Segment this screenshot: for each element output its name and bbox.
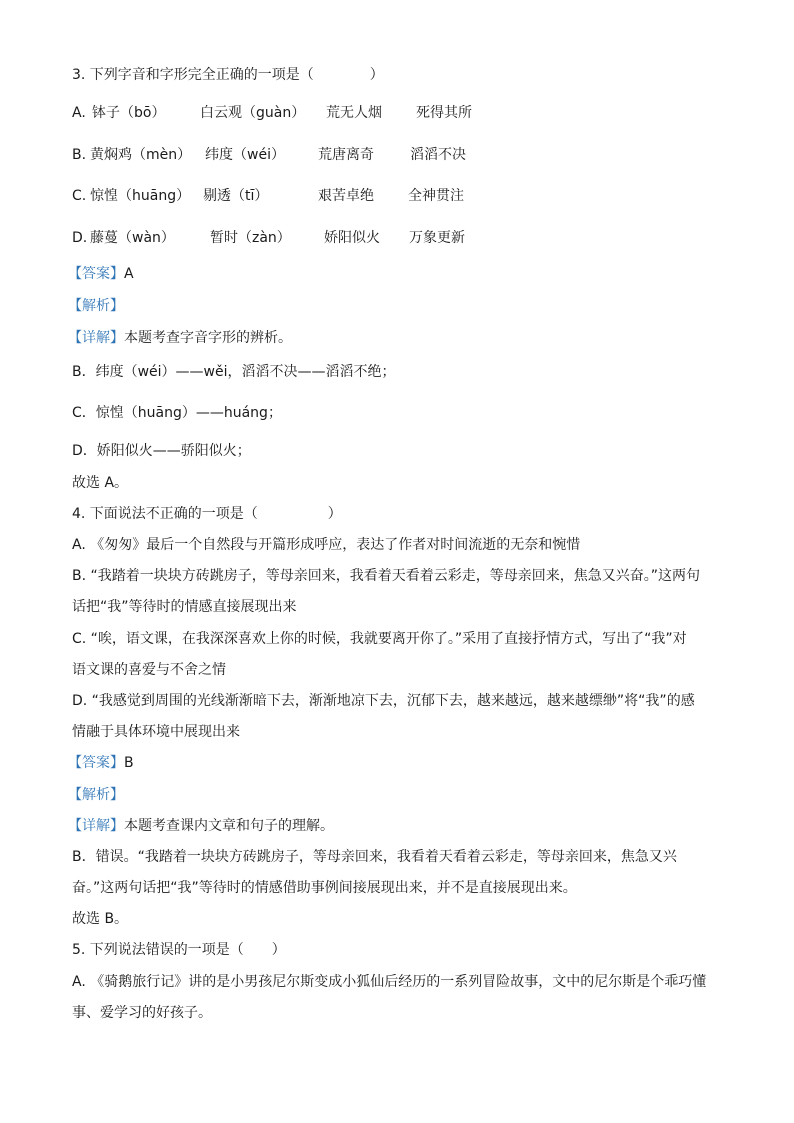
q3-analysis-tag: 【解析】 [68,298,124,314]
option-item: 纬度（wéi） [205,147,285,163]
option-item: 钵子（bō） [92,105,166,121]
option-label: D. [72,230,88,246]
option-item: 滔滔不决 [410,147,466,163]
option-label: B. [72,147,87,163]
answer-tag: 【答案】 [68,266,124,282]
detail-tag: 【详解】 [68,818,124,834]
q4-option-line: B. “我踏着一块块方砖跳房子，等母亲回来，我看着天看着云彩走，等母亲回来，焦急又兴奋。”这两句 [72,568,701,584]
option-item: 黄焖鸡（mèn） [90,147,192,163]
q5-option-line: A. 《骑鹅旅行记》讲的是小男孩尼尔斯变成小狐仙后经历的一系列冒险故事，文中的尼尔斯是个乖巧懂 [72,974,707,990]
answer-value: A [124,266,134,282]
answer-value: B [124,755,134,771]
q4-explain-line: 奋。”这两句话把“我”等待时的情感借助事例间接展现出来，并不是直接展现出来。 [72,880,577,896]
q3-option-d [72,228,734,248]
option-item: 死得其所 [416,105,472,121]
q4-explain-line: 故选 B。 [72,911,129,927]
q5-option-line: 事、爱学习的好孩子。 [72,1005,212,1021]
option-item: 娇阳似火 [324,230,380,246]
option-item: 暂时（zàn） [210,230,291,246]
option-item: 艰苦卓绝 [318,188,374,204]
q3-option-c [72,186,734,206]
detail-tag: 【详解】 [68,330,124,346]
option-item: 全神贯注 [408,188,464,204]
option-item: 荒唐离奇 [318,147,374,163]
option-item: 荒无人烟 [326,105,382,121]
detail-text: 本题考查课内文章和句子的理解。 [124,818,334,834]
q4-answer [68,753,734,773]
detail-text: 本题考查字音字形的辨析。 [124,330,292,346]
q3-explain-line: 故选 A。 [72,475,129,491]
q3-option-b [72,145,734,165]
q4-stem: 4. 下面说法不正确的一项是（ ） [72,506,342,522]
q3-explain-line: D．娇阳似火——骄阳似火； [72,443,251,459]
q4-option-line: C. “唉，语文课，在我深深喜欢上你的时候，我就要离开你了。”采用了直接抒情方式，写出了“我”对 [72,631,687,647]
q5-stem: 5. 下列说法错误的一项是（ ） [72,942,286,958]
option-item: 剔透（tī） [203,188,269,204]
q3-explain-line: B．纬度（wéi）——wěi，滔滔不决——滔滔不绝； [72,364,396,380]
q4-analysis-tag: 【解析】 [68,787,124,803]
option-item: 白云观（guàn） [200,105,306,121]
answer-tag: 【答案】 [68,755,124,771]
option-item: 惊惶（huāng） [90,188,191,204]
q3-detail [68,328,734,348]
q3-answer [68,264,734,284]
option-label: C. [72,188,87,204]
q4-option-line: A. 《匆匆》最后一个自然段与开篇形成呼应，表达了作者对时间流逝的无奈和惋惜 [72,537,581,553]
option-item: 藤蔓（wàn） [90,230,175,246]
q4-option-line: D. “我感觉到周围的光线渐渐暗下去，渐渐地凉下去，沉郁下去，越来越远，越来越缥缈”将“我”的感 [72,693,695,709]
q4-option-line: 情融于具体环境中展现出来 [72,724,240,740]
q3-stem: 3. 下列字音和字形完全正确的一项是（ ） [72,67,384,83]
q4-explain-line: B．错误。“我踏着一块块方砖跳房子，等母亲回来，我看着天看着云彩走，等母亲回来，焦急又兴 [72,849,677,865]
option-label: A. [72,105,86,121]
q4-detail [68,816,734,836]
option-item: 万象更新 [409,230,465,246]
q3-explain-line: C．惊惶（huāng）——huáng； [72,405,282,421]
q4-option-line: 语文课的喜爱与不舍之情 [72,662,226,678]
q3-option-a [72,103,734,123]
q4-option-line: 话把“我”等待时的情感直接展现出来 [72,599,297,615]
